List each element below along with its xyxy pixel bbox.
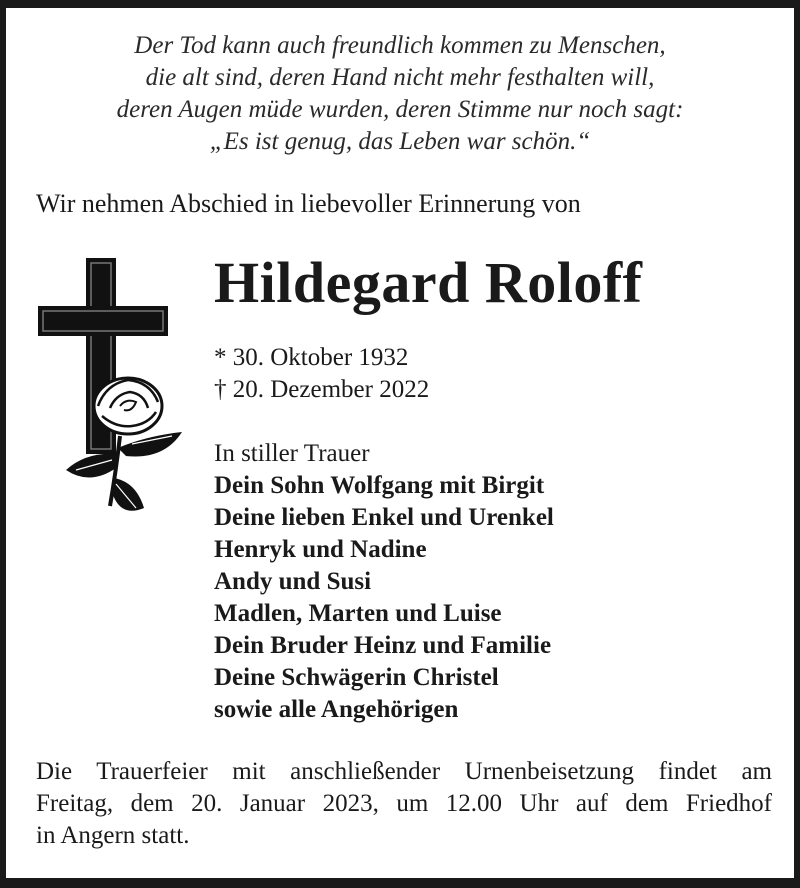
cross-with-rose xyxy=(36,256,192,526)
family-member: Madlen, Marten und Luise xyxy=(214,600,502,627)
poem-line: „Es ist genug, das Leben war schön.“ xyxy=(209,128,591,155)
family-member: Dein Sohn Wolfgang mit Birgit xyxy=(214,472,545,499)
family-member: Andy und Susi xyxy=(214,568,372,595)
poem-line: die alt sind, deren Hand nicht mehr festhalten will, xyxy=(145,64,655,91)
life-dates xyxy=(214,342,429,406)
family-list xyxy=(214,470,554,726)
funeral-line: Freitag, dem 20. Januar 2023, um 12.00 Uhr auf dem Friedhof xyxy=(36,790,772,817)
deceased-name: Hildegard Roloff xyxy=(214,250,643,315)
family-member: Henryk und Nadine xyxy=(214,536,427,563)
family-member: Deine Schwägerin Christel xyxy=(214,664,499,691)
mourning-label: In stiller Trauer xyxy=(214,440,370,467)
intro-text: Wir nehmen Abschied in liebevoller Erinnerung von xyxy=(36,189,581,218)
family-member: Dein Bruder Heinz und Familie xyxy=(214,632,552,659)
family-member: Deine lieben Enkel und Urenkel xyxy=(214,504,554,531)
funeral-line: in Angern statt. xyxy=(36,822,190,849)
poem-line: deren Augen müde wurden, deren Stimme nur noch sagt: xyxy=(116,96,684,123)
death-date: † 20. Dezember 2022 xyxy=(214,376,430,403)
funeral-line: Die Trauerfeier mit anschließender Urnenbeisetzung findet am xyxy=(36,758,772,785)
poem xyxy=(0,30,800,158)
funeral-notice xyxy=(36,756,772,852)
rose-icon xyxy=(66,378,182,511)
family-member: sowie alle Angehörigen xyxy=(214,696,459,723)
birth-date: * 30. Oktober 1932 xyxy=(214,344,409,371)
poem-line: Der Tod kann auch freundlich kommen zu Menschen, xyxy=(134,32,666,59)
